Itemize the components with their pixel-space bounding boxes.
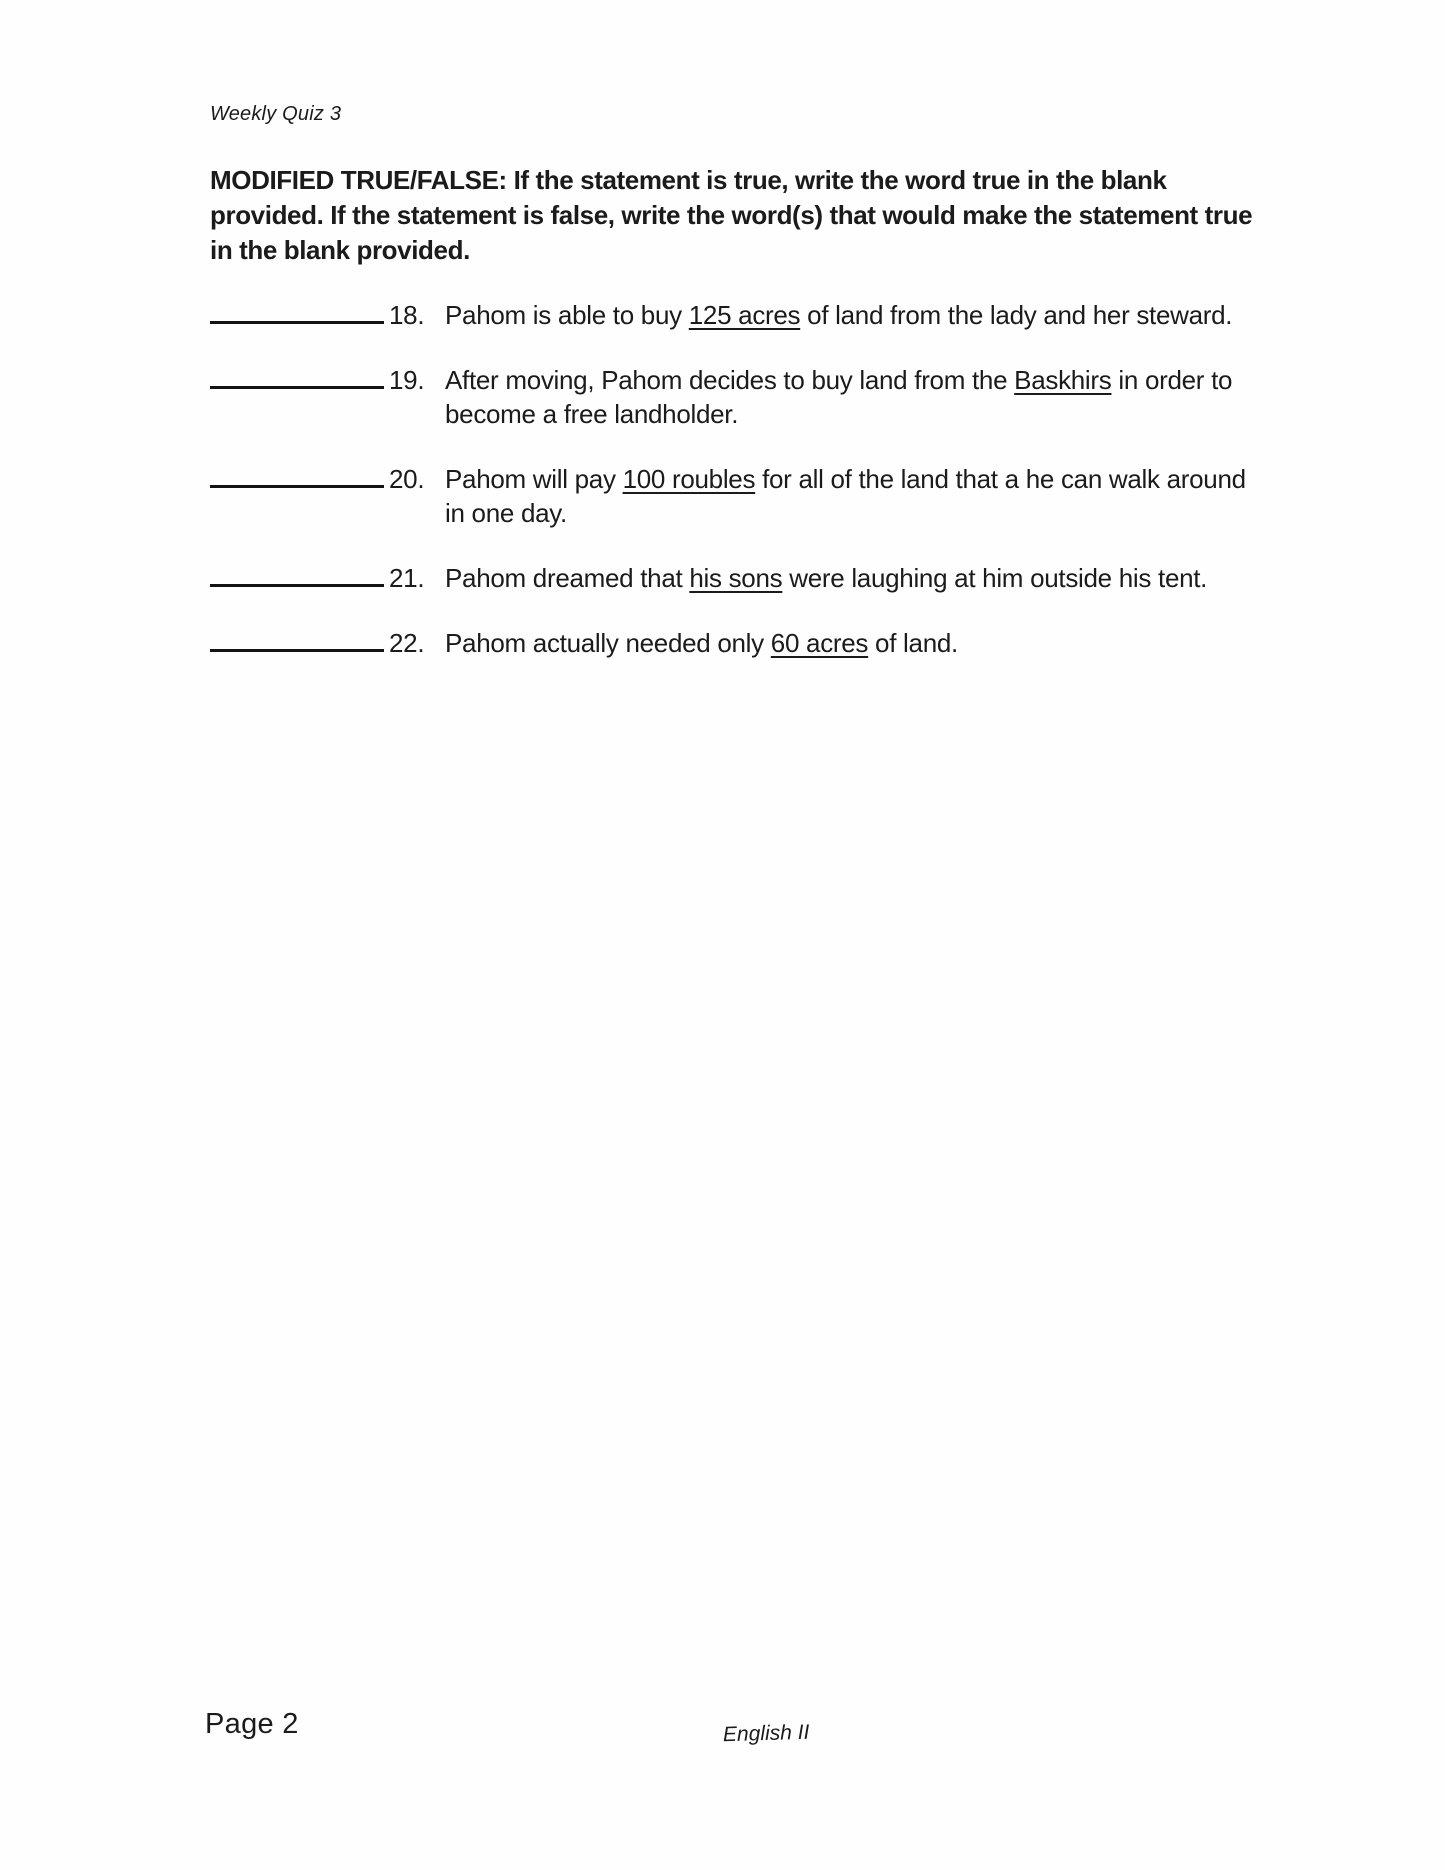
question-text-underlined: his sons <box>689 563 783 593</box>
answer-blank-20[interactable] <box>210 480 384 488</box>
question-text-pre: Pahom dreamed that <box>445 563 690 593</box>
instructions-line: MODIFIED TRUE/FALSE: If the statement is true, write the word true in the blank <box>210 165 1167 195</box>
question-row-22 <box>210 626 1246 660</box>
question-text-underlined: 60 acres <box>770 628 869 658</box>
question-text-underlined: 100 roubles <box>622 464 756 494</box>
question-text-post: of land from the lady and her steward. <box>800 300 1233 330</box>
instructions-line: in the blank provided. <box>210 235 470 265</box>
question-list <box>210 298 1246 691</box>
quiz-title: Weekly Quiz 3 <box>210 103 342 125</box>
answer-blank-18[interactable] <box>210 316 384 324</box>
question-text-post: of land. <box>868 628 958 658</box>
question-row-21 <box>210 561 1246 595</box>
question-row-18 <box>210 298 1246 332</box>
question-row-19 <box>210 363 1246 431</box>
question-row-20 <box>210 462 1246 530</box>
section-instructions <box>210 163 1252 268</box>
question-text-pre: After moving, Pahom decides to buy land from the <box>445 365 1015 395</box>
question-text-post: were laughing at him outside his tent. <box>782 563 1208 593</box>
instructions-line: provided. If the statement is false, write the word(s) that would make the statement true <box>210 200 1253 230</box>
page-number: Page 2 <box>205 1708 299 1740</box>
question-text-line2: become a free landholder. <box>445 399 739 429</box>
question-text <box>445 626 958 660</box>
question-text-post: for all of the land that a he can walk around <box>755 464 1246 494</box>
question-text <box>445 298 1232 332</box>
course-name: English II <box>722 1720 810 1747</box>
question-text <box>445 462 1246 530</box>
question-text-underlined: 125 acres <box>688 300 801 330</box>
question-text-pre: Pahom will pay <box>445 464 623 494</box>
question-number: 22. <box>389 628 425 658</box>
question-number: 18. <box>389 300 425 330</box>
question-number: 19. <box>389 365 425 395</box>
question-text-underlined: Baskhirs <box>1014 365 1112 395</box>
answer-blank-22[interactable] <box>210 644 384 652</box>
question-text-post: in order to <box>1111 365 1233 395</box>
question-text-pre: Pahom is able to buy <box>445 300 689 330</box>
question-text <box>445 363 1232 431</box>
answer-blank-19[interactable] <box>210 381 384 389</box>
answer-blank-21[interactable] <box>210 579 384 587</box>
question-text-pre: Pahom actually needed only <box>445 628 771 658</box>
question-number: 21. <box>389 563 425 593</box>
question-number: 20. <box>389 464 425 494</box>
question-text-line2: in one day. <box>445 498 567 528</box>
question-text <box>445 561 1207 595</box>
